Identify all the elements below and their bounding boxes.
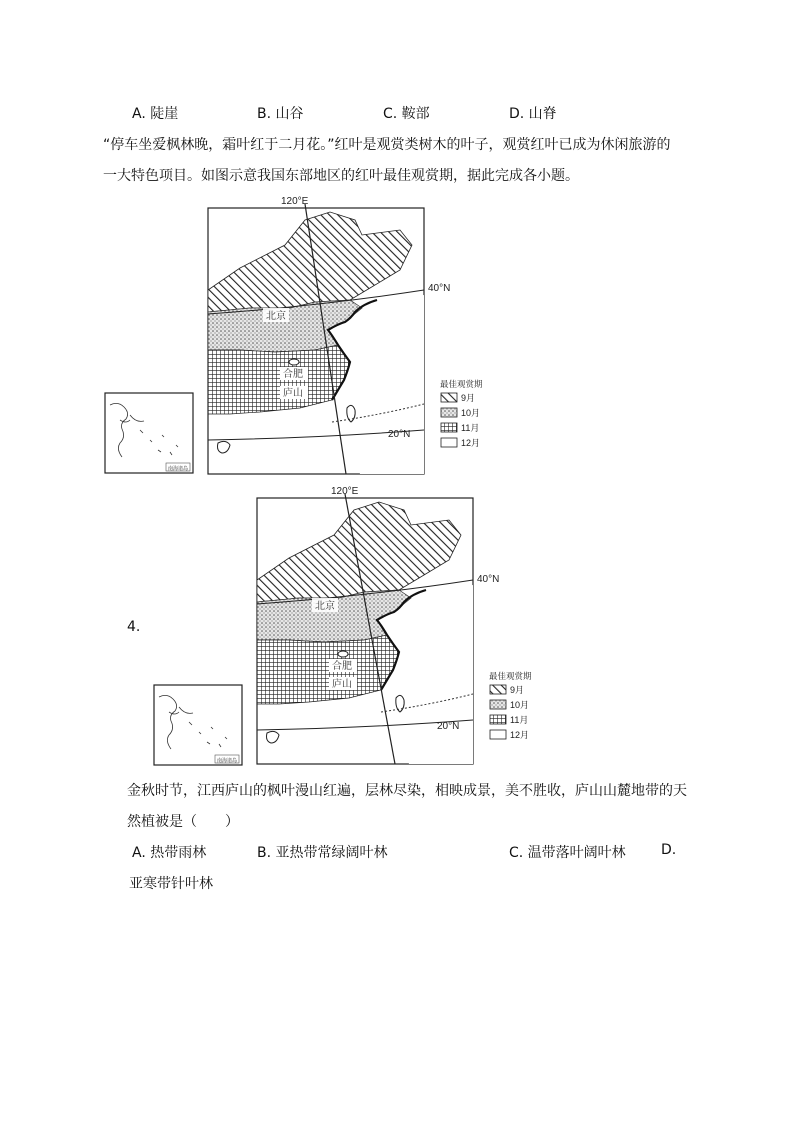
map-1-svg xyxy=(100,190,520,480)
inset-map-frame xyxy=(105,393,193,473)
inset-caption-2: 南海诸岛 xyxy=(217,758,238,764)
legend-label-nov: 11月 xyxy=(461,423,480,433)
inset-caption: 南海诸岛 xyxy=(168,466,189,472)
q4-option-a: A. 热带雨林 xyxy=(132,845,207,861)
legend-swatch-sep-2 xyxy=(490,685,506,694)
legend-swatch-sep xyxy=(441,393,457,402)
legend-label-oct: 10月 xyxy=(461,408,481,418)
lon-120-label-2: 120°E xyxy=(331,486,359,497)
q4-stem-line-2: 然植被是（ ） xyxy=(127,814,239,830)
q4-option-b: B. 亚热带常绿阔叶林 xyxy=(257,845,388,861)
legend-label-oct-2: 10月 xyxy=(510,700,530,710)
city-lushan-label-2: 庐山 xyxy=(332,679,352,690)
legend-swatch-oct xyxy=(441,408,457,417)
q3-option-a: A. 陡崖 xyxy=(132,106,179,122)
question-4-number: 4. xyxy=(127,619,141,635)
legend-swatch-dec xyxy=(441,438,457,447)
q4-stem-line-1: 金秋时节，江西庐山的枫叶漫山红遍，层林尽染，相映成景，美不胜收，庐山山麓地带的天 xyxy=(127,783,687,799)
legend-title-2: 最佳观赏期 xyxy=(489,671,532,681)
lon-120-label: 120°E xyxy=(281,196,309,207)
legend-swatch-nov xyxy=(441,423,457,432)
q4-option-d-continued: 亚寒带针叶林 xyxy=(129,876,213,892)
map-2-svg xyxy=(149,478,569,768)
legend-label-sep: 9月 xyxy=(461,393,476,403)
q3-option-b: B. 山谷 xyxy=(257,106,304,122)
q3-option-d: D. 山脊 xyxy=(509,106,557,122)
city-hefei-label-2: 合肥 xyxy=(332,661,352,672)
q3-option-c: C. 鞍部 xyxy=(383,106,430,122)
legend-swatch-nov-2 xyxy=(490,715,506,724)
lat-20-label-2: 20°N xyxy=(437,721,460,732)
intro-line-1: “停车坐爱枫林晚，霜叶红于二月花。”红叶是观赏类树木的叶子，观赏红叶已成为休闲旅游的 xyxy=(103,137,671,153)
lat-20-label: 20°N xyxy=(388,429,411,440)
legend-swatch-dec-2 xyxy=(490,730,506,739)
q4-option-c: C. 温带落叶阔叶林 xyxy=(509,845,626,861)
city-hefei-label: 合肥 xyxy=(283,369,303,380)
city-beijing-label: 北京 xyxy=(266,311,286,322)
legend-label-nov-2: 11月 xyxy=(510,715,529,725)
hefei-marker xyxy=(289,359,299,365)
legend-label-dec: 12月 xyxy=(461,438,481,448)
legend-label-dec-2: 12月 xyxy=(510,730,530,740)
hefei-marker-2 xyxy=(338,651,348,657)
legend-swatch-oct-2 xyxy=(490,700,506,709)
lat-40-label-2: 40°N xyxy=(477,574,500,585)
legend-title: 最佳观赏期 xyxy=(440,379,483,389)
inset-map-frame-2 xyxy=(154,685,242,765)
city-lushan-label: 庐山 xyxy=(283,388,303,399)
intro-line-2: 一大特色项目。如图示意我国东部地区的红叶最佳观赏期，据此完成各小题。 xyxy=(103,168,579,184)
legend-label-sep-2: 9月 xyxy=(510,685,525,695)
lat-40-label: 40°N xyxy=(428,283,451,294)
city-beijing-label-2: 北京 xyxy=(315,601,335,612)
q4-option-d: D. xyxy=(661,842,677,858)
